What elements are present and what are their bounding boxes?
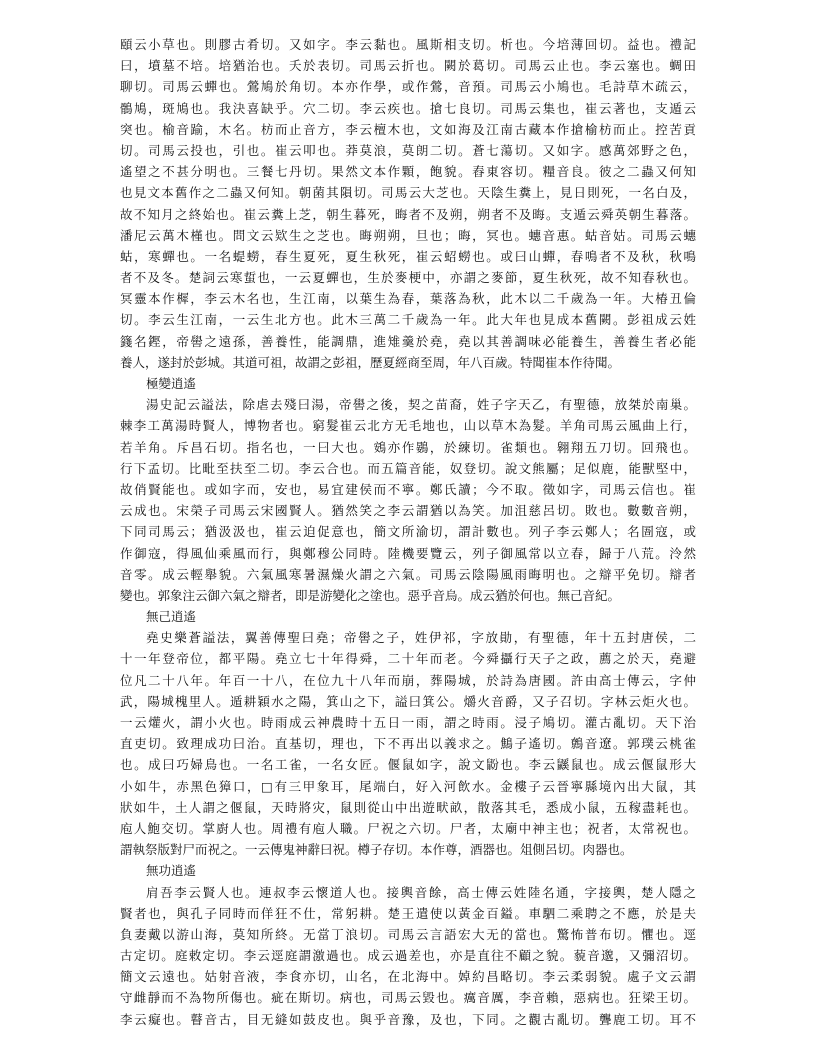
text-line: 頤云小草也。則膠古肴切。又如字。李云黏也。風斯相支切。析也。今培薄回切。益也。禮記: [120, 37, 696, 52]
text-line: 冥靈本作樨，李云木名也，生江南，以葉生為春，葉落為秋，此木以二千歲為一年。大椿丑倫: [120, 291, 696, 307]
text-line: 切。李云生江南，一云生北方也。此木三萬二千歲為一年。此大年也見成本舊闕。彭祖成云姓: [120, 312, 696, 328]
text-line: 湯史記云謚法，除虐去殘曰湯，帝嚳之後，契之苗裔，姓子字天乙，有聖德，放桀於南巢。: [146, 397, 696, 413]
text-line: 切。司馬云投也，引也。崔云叩也。莽莫浪，莫朗二切。蒼七蕩切。又如字。感萬郊野之色，: [120, 142, 696, 158]
text-line: 小如牛，赤黑色獐口，□有三甲象耳，尾端白，好入河飲水。金樓子云晉寧縣境內出大鼠，其: [120, 778, 696, 794]
text-line: 棘李工萬湯時賢人，博物者也。窮髮崔云北方无毛地也，山以草木為髮。羊角司馬云風曲上行，: [120, 418, 696, 434]
text-line: 故俏賢能也。或如字而，安也，易宜建侯而不寧。鄭氏讀；今不取。徵如字，司馬云信也。崔: [120, 481, 696, 497]
text-line: 謂執祭版對尸而祝之。一云傳鬼神辭曰祝。樽子存切。本作尊，酒器也。俎側呂切。肉器也。: [120, 842, 633, 858]
document-page: [120, 34, 696, 1030]
text-line: 音零。成云輕舉貌。六氣風寒暑濕燥火謂之六氣。司馬云陰陽風雨晦明也。之辯平免切。辯者: [120, 566, 696, 582]
text-line: 也。成曰巧婦鳥也。一名工雀，一名女匠。偃鼠如字，說文鼢也。李云鼷鼠也。成云偃鼠形大: [120, 757, 696, 773]
text-line: 賢者也，與孔子同時而佯狂不仕，常躬耕。楚王遣使以黃金百鎰。車駟二乘聘之不應，於是夫: [120, 905, 696, 921]
text-line: 作御寇，得風仙乘風而行，與鄭穆公同時。陸機要覽云，列子御風常以立春，歸于八荒。泠然: [120, 545, 696, 561]
text-line: 負妻戴以游山海，莫知所終。无當丁浪切。司馬云言語宏大无的當也。驚怖普布切。懼也。逕: [120, 926, 696, 942]
text-line: 曰，墳墓不培。培猶治也。夭於表切。司馬云折也。闕於葛切。司馬云止也。李云塞也。蜩田: [120, 58, 696, 74]
text-line: 十一年登帝位，都平陽。堯立七十年得舜，二十年而老。今舜攝行天子之政，薦之於天，堯避: [120, 651, 696, 667]
text-line: 也見文本舊作之二蟲又何知。朝菌其隕切。司馬云大芝也。天陰生糞上，見日則死，一名白及，: [120, 185, 696, 201]
text-line: 堯史樂蒼謚法，翼善傳聖曰堯；帝嚳之子，姓伊祁，字放勛，有聖德，年十五封唐侯，二: [146, 630, 696, 646]
text-line: 養人，遂封於彭城。其道可祖，故謂之彭祖，歷夏經商至周，年八百歲。特聞崔本作待聞。: [120, 354, 621, 370]
text-line: 籛名鏗，帝嚳之遠孫，善養性，能調鼎，進雉羹於堯，堯以其善調味必能養生，善養生者必能: [120, 333, 696, 349]
text-line: 突也。榆音踰，木名。枋而止音方，李云檀木也，文如海及江南古藏本作搶榆枋而止。控苦貢: [120, 121, 696, 137]
text-line: 聊切。司馬云蟬也。鶯鳩於角切。本亦作學，或作鶯，音預。司馬云小鳩也。毛詩草木疏云，: [120, 79, 696, 95]
text-line: 李云癡也。瞽音古，目无縫如鼓皮也。與乎音豫，及也，下同。之觀古亂切。聾鹿工切。耳不: [120, 1011, 696, 1027]
text-line: 古定切。庭敕定切。李云逕庭謂激過也。成云過差也，亦是直往不顧之貌。藐音邈，又彌沼切。: [120, 948, 696, 964]
text-line: 故不知月之終始也。崔云糞上芝，朝生暮死，晦者不及朔，朔者不及晦。支遁云舜英朝生暮落。: [120, 206, 696, 222]
text-line: 一云爟火，謂小火也。時雨成云神農時十五日一雨，謂之時雨。浸子鳩切。灌古亂切。天下治: [120, 715, 696, 730]
text-line: 簡文云遠也。姑射音液，李食亦切，山名，在北海中。婥約昌略切。李云柔弱貌。處子文云謂: [120, 969, 696, 985]
text-line: 遙望之不甚分明也。三餐七丹切。果然文本作顆，飽貌。舂東容切。糧音良。彼之二蟲又何知: [120, 164, 696, 180]
text-line: 者不及冬。楚詞云寒蜇也，一云夏蟬也，生於麥梗中，亦謂之麥節，夏生秋死，故不知春秋也。: [120, 270, 696, 286]
text-line: 位凡二十八年。年百一十八，在位九十八年而崩，葬陽城，於詩為唐國。許由高士傳云，字仲: [120, 672, 696, 688]
text-line: 武，陽城槐里人。遁耕穎水之陽，箕山之下，謚曰箕公。爝火音爵，又子召切。字林云炬火也。: [120, 693, 696, 709]
text-line: 直吏切。致理成功曰治。直基切，理也，下不再出以義求之。鷦子遙切。鷯音遼。郭璞云桃雀: [120, 736, 696, 752]
text-line: 蛄，寒蟬也。一名蝭蟧，春生夏死，夏生秋死，崔云蛁蟧也。或曰山蟬，春鳴者不及秋，秋鳴: [120, 248, 696, 264]
text-line: 守雌靜而不為物所傷也。疵在斯切。病也，司馬云毀也。癘音厲，李音賴，惡病也。狂梁王切。: [120, 990, 696, 1006]
section-heading: 無己逍遙: [146, 609, 197, 625]
text-line: 鶻鳩，斑鳩也。我決喜缺乎。穴二切。李云疾也。搶七良切。司馬云集也，崔云著也，支遁云: [120, 100, 696, 116]
section-heading: 極變逍遙: [146, 376, 197, 391]
text-line: 狀如牛，土人謂之偃鼠，天時將灾，鼠則從山中出遊畎畝，散落其毛，悉成小鼠，五稼盡耗也。: [120, 799, 696, 815]
text-line: 云成也。宋榮子司馬云宋國賢人。猶然笑之李云謂猶以為笑。加沮慈呂切。敗也。數數音朔，: [120, 503, 696, 519]
text-line: 變也。郭象注云御六氣之辯者，即是游變化之塗也。惡乎音烏。成云猶於何也。無己音紀。: [120, 587, 621, 603]
text-line: 肩吾李云賢人也。連叔李云懷道人也。接輿音餘，高士傳云姓陸名通，字接輿，楚人隱之: [146, 884, 696, 900]
text-line: 下同司馬云；猶汲汲也，崔云迫促意也，簡文所渝切，謂計數也。列子李云鄭人；名圄寇，或: [120, 524, 696, 540]
text-line: 行下孟切。比毗至扶至二切。李云合也。而五篇音能，奴登切。說文熊屬；足似鹿，能獸堅中，: [120, 460, 696, 476]
section-heading: 無功逍遙: [146, 863, 197, 879]
text-line: 庖人鮑交切。掌廚人也。周禮有庖人職。尸祝之六切。尸者，太廟中神主也；祝者，太常祝也。: [120, 820, 696, 836]
text-line: 潘尼云萬木槿也。問文云欵生之芝也。晦朔朔，旦也；晦，冥也。蟪音惠。蛄音姑。司馬云蟪: [120, 227, 696, 243]
text-line: 若羊角。斥昌石切。指名也，一曰大也。鴳亦作鷃，於練切。雀類也。翱翔五刀切。回飛也。: [120, 439, 696, 455]
